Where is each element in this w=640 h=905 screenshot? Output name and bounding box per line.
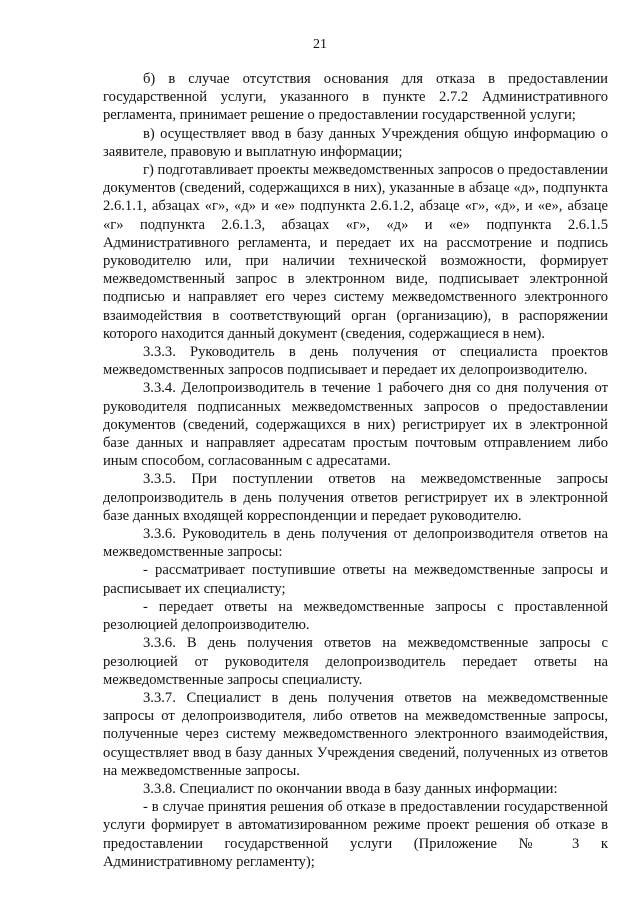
page-number: 21 [313, 37, 327, 52]
list-item-refusal-decision: - в случае принятия решения об отказе в предоставлении государственной услуги формирует в автоматизированном режиме проект решения об отказе в предоставлении государственной услуги (Приложение № 3 к Административному регламенту); [103, 799, 608, 870]
paragraph-3-3-4: 3.3.4. Делопроизводитель в течение 1 рабочего дня со дня получения от руководителя подписанных межведомственных запросов о предоставлении документов (сведений, содержащихся в них) регистрирует их в электронной базе данных и направляет адресатам простым почтовым отправлением либо иным способом, согласованным с адресатами. [103, 380, 608, 470]
paragraph-b: б) в случае отсутствия основания для отказа в предоставлении государственной услуги, указанного в пункте 2.7.2 Административного регламента, принимает решение о предоставлении государственной услуги; [103, 71, 608, 124]
list-item-review-responses: - рассматривает поступившие ответы на межведомственные запросы и расписывает их специалисту; [103, 562, 608, 597]
document-body [103, 70, 608, 871]
paragraph-3-3-6: 3.3.6. Руководитель в день получения от делопроизводителя ответов на межведомственные запросы: [103, 526, 608, 561]
list-item-pass-responses: - передает ответы на межведомственные запросы с проставленной резолюцией делопроизводителю. [103, 598, 608, 634]
paragraph-3-3-3: 3.3.3. Руководитель в день получения от специалиста проектов межведомственных запросов подписывает и передает их делопроизводителю. [103, 344, 608, 379]
paragraph-3-3-6-second: 3.3.6. В день получения ответов на межведомственные запросы с резолюцией от руководителя делопроизводитель передает ответы на межведомственные запросы специалисту. [103, 635, 608, 688]
paragraph-v: в) осуществляет ввод в базу данных Учреждения общую информацию о заявителе, правовую и выплатную информации; [103, 125, 608, 160]
paragraph-3-3-8: 3.3.8. Специалист по окончании ввода в базу данных информации: [143, 780, 558, 797]
paragraph-g: г) подготавливает проекты межведомственных запросов о предоставлении документов (сведений, содержащихся в них), указанные в абзаце «д», подпункта 2.6.1.1, абзацах «г», «д» и «е» подпункта 2.6.1.2, абзаце «г», «д», и «е», абзаце «г» подпункта 2.6.1.3, абзацах «г», «д» и «е» подпункта 2.6.1.5 Административного регламента, и передает их на рассмотрение и подпись руководителю или, при наличии технической возможности, формирует межведомственный запрос в электронном виде, подписывает электронной подписью и направляет его через систему межведомственного электронного взаимодействия в соответствующий орган (организацию), в распоряжении которого находится данный документ (сведения, содержащиеся в нем). [103, 162, 608, 342]
paragraph-3-3-5: 3.3.5. При поступлении ответов на межведомственные запросы делопроизводитель в день получения ответов регистрирует их в электронной базе данных входящей корреспонденции и передает руководителю. [103, 471, 608, 524]
paragraph-3-3-7: 3.3.7. Специалист в день получения ответов на межведомственные запросы от делопроизводителя, либо ответов на межведомственные запросы, полученные через систему межведомственного электронного взаимодействия, осуществляет ввод в базу данных Учреждения сведений, полученных из ответов на межведомственные запросы. [103, 689, 608, 779]
